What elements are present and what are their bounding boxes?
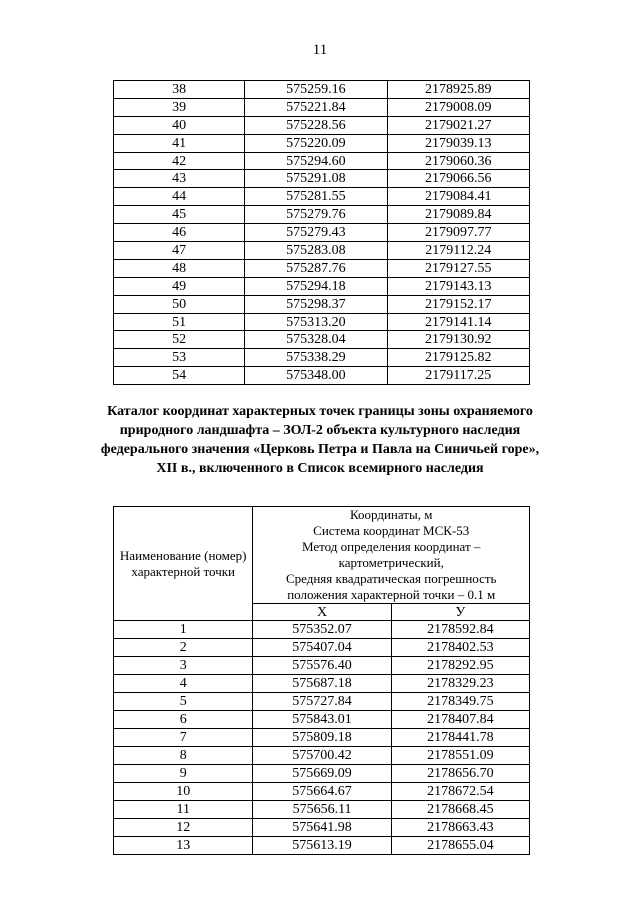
x-coordinate-cell: 575328.04 [245, 331, 387, 349]
point-number-cell: 41 [114, 134, 245, 152]
x-coordinate-cell: 575259.16 [245, 81, 387, 99]
x-coordinate-cell: 575700.42 [253, 747, 391, 765]
point-number-cell: 49 [114, 277, 245, 295]
table-row [114, 675, 530, 693]
table-row [114, 259, 530, 277]
x-coordinate-cell: 575348.00 [245, 367, 387, 385]
point-number-cell: 4 [114, 675, 253, 693]
y-coordinate-cell: 2179125.82 [387, 349, 529, 367]
point-number-cell: 12 [114, 819, 253, 837]
coordinates-table-zol2 [113, 506, 530, 855]
heading-line: федерального значения «Церковь Петра и Павла на Синичьей горе», [100, 442, 540, 457]
x-coordinate-cell: 575407.04 [253, 639, 391, 657]
point-number-cell: 13 [114, 837, 253, 855]
table-row [114, 801, 530, 819]
point-number-cell: 54 [114, 367, 245, 385]
page-number: 11 [312, 42, 328, 58]
heading-line: Каталог координат характерных точек границы зоны охраняемого [107, 404, 533, 419]
table-row [114, 349, 530, 367]
y-coordinate-cell: 2179060.36 [387, 152, 529, 170]
table-row [114, 116, 530, 134]
y-coordinate-cell: 2178441.78 [391, 729, 529, 747]
y-coordinate-cell: 2179008.09 [387, 98, 529, 116]
catalog-heading [80, 402, 560, 478]
x-coordinate-cell: 575291.08 [245, 170, 387, 188]
header-text: Система координат МСК-53 [313, 523, 470, 538]
y-column-header: У [391, 604, 529, 621]
table-row [114, 224, 530, 242]
y-coordinate-cell: 2178668.45 [391, 801, 529, 819]
x-coordinate-cell: 575338.29 [245, 349, 387, 367]
y-coordinate-cell: 2179112.24 [387, 242, 529, 260]
point-number-cell: 48 [114, 259, 245, 277]
table-row [114, 837, 530, 855]
point-number-cell: 43 [114, 170, 245, 188]
point-number-cell: 44 [114, 188, 245, 206]
point-number-cell: 53 [114, 349, 245, 367]
heading-line: XII в., включенного в Список всемирного наследия [156, 461, 484, 476]
point-number-cell: 38 [114, 81, 245, 99]
table-row [114, 783, 530, 801]
y-coordinate-cell: 2179089.84 [387, 206, 529, 224]
x-coordinate-cell: 575220.09 [245, 134, 387, 152]
point-number-cell: 1 [114, 621, 253, 639]
x-coordinate-cell: 575687.18 [253, 675, 391, 693]
x-coordinate-cell: 575287.76 [245, 259, 387, 277]
table-row [114, 331, 530, 349]
table-row [114, 819, 530, 837]
table-row [114, 367, 530, 385]
y-coordinate-cell: 2178329.23 [391, 675, 529, 693]
x-coordinate-cell: 575294.18 [245, 277, 387, 295]
point-number-cell: 51 [114, 313, 245, 331]
header-text: характерной точки [131, 563, 236, 579]
x-coordinate-cell: 575809.18 [253, 729, 391, 747]
y-coordinate-cell: 2178655.04 [391, 837, 529, 855]
y-coordinate-cell: 2179127.55 [387, 259, 529, 277]
y-coordinate-cell: 2179143.13 [387, 277, 529, 295]
header-text: положения характерной точки – 0.1 м [287, 587, 496, 602]
table-row [114, 621, 530, 639]
x-coordinate-cell: 575656.11 [253, 801, 391, 819]
y-coordinate-cell: 2179039.13 [387, 134, 529, 152]
heading-line: природного ландшафта – ЗОЛ-2 объекта культурного наследия [119, 423, 521, 438]
point-number-cell: 46 [114, 224, 245, 242]
x-coordinate-cell: 575281.55 [245, 188, 387, 206]
y-coordinate-cell: 2178592.84 [391, 621, 529, 639]
table-row [114, 729, 530, 747]
table-row [114, 134, 530, 152]
x-coordinate-cell: 575283.08 [245, 242, 387, 260]
y-coordinate-cell: 2179021.27 [387, 116, 529, 134]
header-text: Координаты, м [349, 507, 433, 522]
x-coordinate-cell: 575294.60 [245, 152, 387, 170]
y-coordinate-cell: 2178407.84 [391, 711, 529, 729]
x-coordinate-cell: 575727.84 [253, 693, 391, 711]
table-row [114, 711, 530, 729]
point-number-cell: 2 [114, 639, 253, 657]
y-coordinate-cell: 2178402.53 [391, 639, 529, 657]
x-coordinate-cell: 575669.09 [253, 765, 391, 783]
table-row [114, 81, 530, 99]
table-row [114, 152, 530, 170]
x-coordinate-cell: 575576.40 [253, 657, 391, 675]
table-row [114, 657, 530, 675]
table-row [114, 295, 530, 313]
x-coordinate-cell: 575313.20 [245, 313, 387, 331]
point-number-cell: 8 [114, 747, 253, 765]
table-row [114, 170, 530, 188]
table-row [114, 277, 530, 295]
x-coordinate-cell: 575228.56 [245, 116, 387, 134]
coordinates-table-continued [113, 80, 530, 385]
x-coordinate-cell: 575279.76 [245, 206, 387, 224]
point-name-header [114, 507, 253, 621]
y-coordinate-cell: 2178663.43 [391, 819, 529, 837]
table-row [114, 206, 530, 224]
table-row [114, 747, 530, 765]
y-coordinate-cell: 2178656.70 [391, 765, 529, 783]
x-column-header: X [253, 604, 391, 621]
y-coordinate-cell: 2179117.25 [387, 367, 529, 385]
point-number-cell: 7 [114, 729, 253, 747]
point-number-cell: 10 [114, 783, 253, 801]
x-coordinate-cell: 575279.43 [245, 224, 387, 242]
table-row [114, 765, 530, 783]
x-coordinate-cell: 575221.84 [245, 98, 387, 116]
x-coordinate-cell: 575664.67 [253, 783, 391, 801]
table-row [114, 98, 530, 116]
table-row [114, 242, 530, 260]
point-number-cell: 47 [114, 242, 245, 260]
y-coordinate-cell: 2178292.95 [391, 657, 529, 675]
header-text: Средняя квадратическая погрешность [285, 571, 497, 586]
table-row [114, 639, 530, 657]
point-number-cell: 11 [114, 801, 253, 819]
y-coordinate-cell: 2179066.56 [387, 170, 529, 188]
point-number-cell: 45 [114, 206, 245, 224]
point-number-cell: 40 [114, 116, 245, 134]
point-number-cell: 52 [114, 331, 245, 349]
x-coordinate-cell: 575641.98 [253, 819, 391, 837]
y-coordinate-cell: 2178672.54 [391, 783, 529, 801]
y-coordinate-cell: 2178551.09 [391, 747, 529, 765]
header-text: Наименование (номер) [119, 547, 247, 563]
x-coordinate-cell: 575843.01 [253, 711, 391, 729]
point-number-cell: 5 [114, 693, 253, 711]
table-row [114, 188, 530, 206]
coordinates-header [253, 507, 530, 604]
header-text: Метод определения координат – картометрический, [302, 539, 481, 570]
point-number-cell: 3 [114, 657, 253, 675]
y-coordinate-cell: 2179130.92 [387, 331, 529, 349]
point-number-cell: 6 [114, 711, 253, 729]
y-coordinate-cell: 2179084.41 [387, 188, 529, 206]
y-coordinate-cell: 2179152.17 [387, 295, 529, 313]
point-number-cell: 9 [114, 765, 253, 783]
x-coordinate-cell: 575298.37 [245, 295, 387, 313]
x-coordinate-cell: 575613.19 [253, 837, 391, 855]
x-coordinate-cell: 575352.07 [253, 621, 391, 639]
y-coordinate-cell: 2179141.14 [387, 313, 529, 331]
point-number-cell: 50 [114, 295, 245, 313]
table-row [114, 693, 530, 711]
table-row [114, 313, 530, 331]
y-coordinate-cell: 2178349.75 [391, 693, 529, 711]
point-number-cell: 39 [114, 98, 245, 116]
point-number-cell: 42 [114, 152, 245, 170]
y-coordinate-cell: 2178925.89 [387, 81, 529, 99]
y-coordinate-cell: 2179097.77 [387, 224, 529, 242]
